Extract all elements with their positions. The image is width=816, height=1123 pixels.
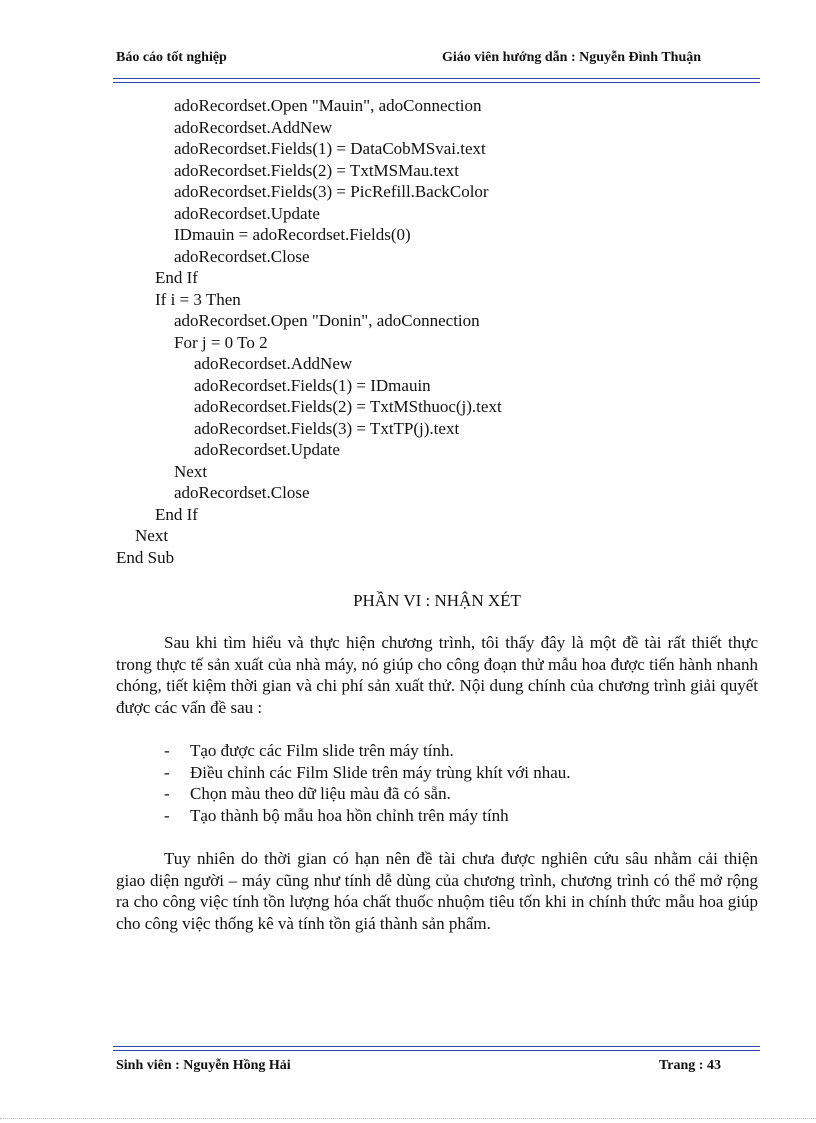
code-line: If i = 3 Then: [155, 289, 241, 309]
code-line: adoRecordset.Fields(1) = IDmauin: [194, 375, 431, 395]
paragraph-intro: Sau khi tìm hiểu và thực hiện chương trình, tôi thấy đây là một đề tài rất thiết thực trong thực tế sản xuất của nhà máy, nó giúp cho công đoạn thử mẫu hoa được tiến hành nhanh chóng, tiết kiệm thời gian và chi phí sản xuất thử. Nội dung chính của chương trình giải quyết được các vấn đề sau :: [116, 633, 758, 717]
code-line: adoRecordset.Close: [174, 246, 310, 266]
header-advisor: Giáo viên hướng dẫn : Nguyễn Đình Thuận: [442, 50, 702, 65]
code-line: adoRecordset.Open "Mauin", adoConnection: [174, 96, 482, 115]
list-item: [164, 783, 571, 805]
list-item-text: Chọn màu theo dữ liệu màu đã có sẵn.: [190, 784, 451, 803]
code-line: adoRecordset.AddNew: [174, 117, 333, 137]
list-item-text: Tạo được các Film slide trên máy tính.: [190, 741, 454, 760]
list-item: [164, 805, 571, 827]
code-line: adoRecordset.Update: [194, 440, 340, 459]
list-item: [164, 740, 571, 762]
code-line: adoRecordset.Fields(3) = PicRefill.BackColor: [174, 182, 489, 201]
code-line: End Sub: [116, 547, 175, 567]
footer-rule-bottom: [113, 1050, 760, 1051]
bullet-dash: -: [164, 741, 170, 760]
bullet-dash: -: [164, 784, 170, 803]
page-bottom-divider: [0, 1118, 816, 1119]
header-report-title: Báo cáo tốt nghiệp: [116, 50, 227, 65]
list-item-text: Tạo thành bộ mẫu hoa hồn chỉnh trên máy tính: [190, 805, 509, 825]
header-rule-bottom: [113, 82, 760, 83]
code-line: End If: [155, 268, 198, 287]
code-line: For j = 0 To 2: [174, 332, 268, 352]
code-line: adoRecordset.Fields(2) = TxtMSthuoc(j).text: [194, 397, 502, 416]
paragraph-conclusion: Tuy nhiên do thời gian có hạn nên đề tài chưa được nghiên cứu sâu nhằm cải thiện giao diện người – máy cũng như tính dễ dùng của chương trình, chương trình có thể mở rộng ra cho công việc tính tồn lượng hóa chất thuốc nhuộm tiêu tốn khi in chính thức mẫu hoa giúp cho công việc thống kê và tính tồn giá thành sản phẩm.: [116, 849, 758, 933]
list-item: [164, 762, 571, 784]
footer-student: Sinh viên : Nguyễn Hồng Hải: [116, 1058, 291, 1073]
bullet-list: [164, 740, 571, 826]
header-rule-top: [113, 78, 760, 79]
code-line: adoRecordset.Fields(3) = TxtTP(j).text: [194, 418, 460, 438]
code-line: adoRecordset.Fields(2) = TxtMSMau.text: [174, 160, 460, 180]
code-line: Next: [135, 526, 169, 545]
code-line: adoRecordset.Fields(1) = DataCobMSvai.text: [174, 139, 486, 158]
bullet-dash: -: [164, 762, 170, 782]
footer-rule-top: [113, 1046, 760, 1047]
code-line: adoRecordset.Open "Donin", adoConnection: [174, 311, 480, 330]
code-line: adoRecordset.Close: [174, 483, 310, 502]
code-line: adoRecordset.Update: [174, 203, 320, 223]
list-item-text: Điều chỉnh các Film Slide trên máy trùng khít với nhau.: [190, 762, 571, 782]
code-line: Next: [174, 461, 208, 481]
code-line: End If: [155, 504, 198, 524]
bullet-dash: -: [164, 805, 170, 825]
code-line: adoRecordset.AddNew: [194, 354, 353, 373]
code-line: IDmauin = adoRecordset.Fields(0): [174, 225, 411, 244]
page-number: Trang : 43: [659, 1058, 721, 1073]
section-title: PHẦN VI : NHẬN XÉT: [353, 591, 521, 610]
